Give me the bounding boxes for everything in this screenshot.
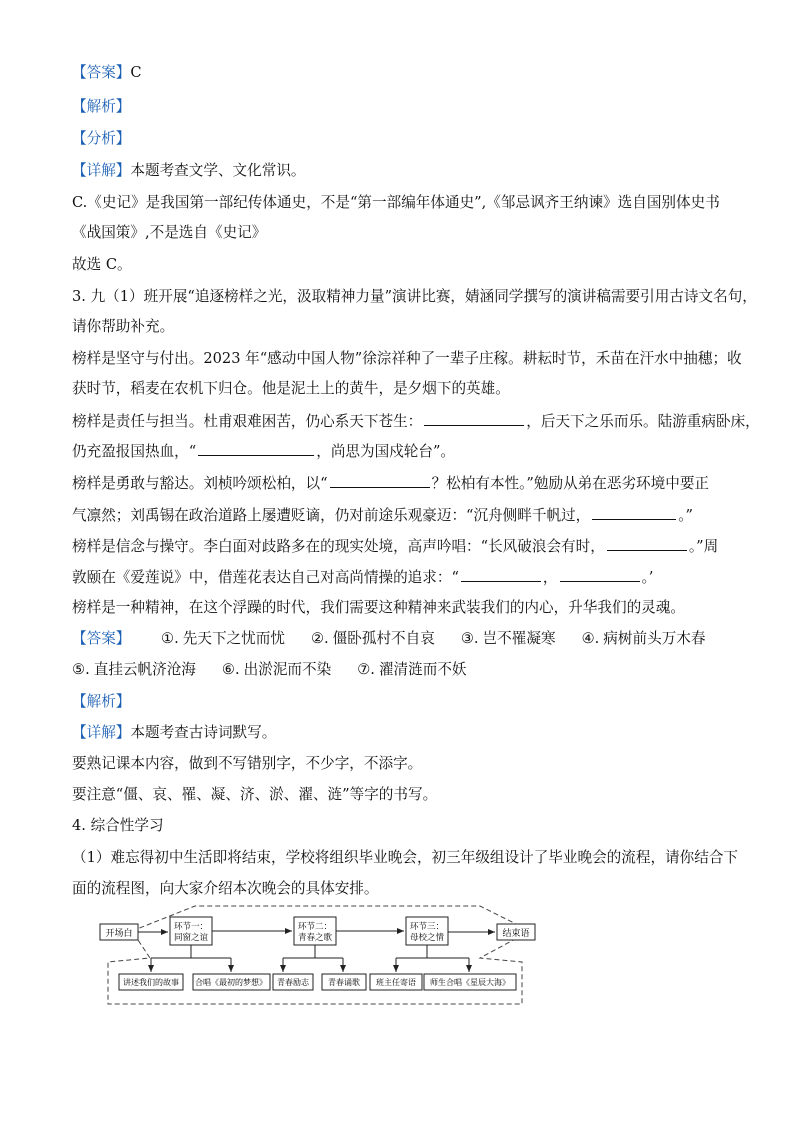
sub-label-1: 讲述我们的故事 <box>123 978 179 987</box>
p2-text-a: 榜样是责任与担当。杜甫艰难困苦，仍心系天下苍生： <box>72 413 423 430</box>
p3-text-d: 。” <box>678 507 694 524</box>
explain-line-2: 《战国策》,不是选自《史记》 <box>72 224 267 241</box>
stage-1-title: 环节一： <box>173 922 209 932</box>
p3-text-a: 榜样是勇敢与豁达。刘桢吟颂松柏，以“ <box>72 475 328 492</box>
question-3-stem-1: 3. 九（1）班开展“追逐榜样之光，汲取精神力量”演讲比赛，婧涵同学撰写的演讲稿需要引用古诗文名句， <box>72 288 757 305</box>
question-4-stem-1: （1）难忘得初中生活即将结束，学校将组织毕业晚会，初三年级组设计了毕业晚会的流程，请你结合下 <box>72 849 739 866</box>
sub-label-5: 班主任寄语 <box>376 978 416 987</box>
answer-text: 直挂云帆济沧海 <box>93 661 196 678</box>
answer-num: ⑥. <box>221 661 240 678</box>
end-label: 结束语 <box>502 929 530 939</box>
answer-tag: 【答案】 <box>72 630 131 647</box>
conclusion: 故选 C。 <box>72 256 132 273</box>
p2-text-b: ，后天下之乐而乐。陆游重病卧床， <box>526 413 760 430</box>
explain-line-1: C.《史记》是我国第一部纪传体通史，不是“第一部编年体通史”,《邹忌讽齐王纳谏》选自国别体史书 <box>72 194 720 211</box>
p4-text-a: 榜样是信念与操守。李白面对歧路多在的现实处境，高声吟唱：“长风破浪会有时， <box>72 538 605 555</box>
detail-tag: 【详解】 <box>72 162 131 179</box>
sub-label-6: 师生合唱《星辰大海》 <box>430 978 510 987</box>
answer-num: ⑤. <box>72 661 90 678</box>
paragraph-1-line-2: 获时节，稻麦在农机下归仓。他是泥土上的黄牛，是夕烟下的英雄。 <box>72 380 510 397</box>
fenxi-tag: 【分析】 <box>72 130 131 147</box>
answer-value: C <box>130 64 142 81</box>
p3-text-c: 气凛然；刘禹锡在政治道路上屡遭贬谪，仍对前途乐观豪迈：“沉舟侧畔千帆过， <box>72 507 591 524</box>
p4-text-d: ， <box>542 569 558 586</box>
p4-text-c: 敦颐在《爱莲说》中，借莲花表达自己对高尚情操的追求：“ <box>72 569 459 586</box>
p2-text-d: ，尚思为国戍轮台”。 <box>316 443 456 460</box>
sub-label-2: 合唱《最初的梦想》 <box>195 978 267 987</box>
sub-label-4: 青春诵歌 <box>328 978 360 987</box>
answer-text: 病树前头万木春 <box>603 630 706 647</box>
start-label: 开场白 <box>105 929 133 939</box>
p2-text-c: 仍充盈报国热血，“ <box>72 443 197 460</box>
sub-label-3: 青春励志 <box>277 978 309 987</box>
p4-text-b: 。”周 <box>688 538 719 555</box>
stage-3-name: 母校之情 <box>409 933 445 943</box>
question-4-title: 4. 综合性学习 <box>72 817 164 834</box>
tip-2: 要注意“僵、哀、罹、凝、济、淤、濯、涟”等字的书写。 <box>72 786 438 803</box>
paragraph-1-line-1: 榜样是坚守与付出。2023 年“感动中国人物”徐淙祥种了一辈子庄稼。耕耘时节，禾苗在汗水中抽穗；收 <box>72 350 742 367</box>
detail-tag: 【详解】 <box>72 724 131 741</box>
tip-1: 要熟记课本内容，做到不写错别字，不少字，不添字。 <box>72 755 423 772</box>
answer-text: 先天下之忧而忧 <box>182 630 285 647</box>
question-3-stem-2: 请你帮助补充。 <box>72 318 175 335</box>
answer-num: ②. <box>310 630 329 647</box>
stage-2-title: 环节二： <box>297 922 333 932</box>
detail-text: 本题考查古诗词默写。 <box>130 724 277 741</box>
paragraph-5: 榜样是一种精神，在这个浮躁的时代，我们需要这种精神来武装我们的内心，升华我们的灵魂。 <box>72 599 685 616</box>
analysis-tag: 【解析】 <box>72 98 131 115</box>
answer-num: ①. <box>161 630 179 647</box>
answer-num: ④. <box>581 630 600 647</box>
answer-num: ⑦. <box>357 661 375 678</box>
answer-text: 出淤泥而不染 <box>243 661 332 678</box>
p4-text-e: 。’ <box>641 569 654 586</box>
answer-tag: 【答案】 <box>72 64 131 81</box>
stage-1-name: 同窗之谊 <box>173 933 209 943</box>
stage-2-name: 青春之歌 <box>297 933 333 943</box>
stage-3-title: 环节三： <box>409 922 445 932</box>
detail-text: 本题考查文学、文化常识。 <box>130 162 306 179</box>
analysis-tag: 【解析】 <box>72 693 131 710</box>
answer-num: ③. <box>460 630 479 647</box>
answer-text: 濯清涟而不妖 <box>378 661 467 678</box>
answer-text: 僵卧孤村不自哀 <box>332 630 435 647</box>
p3-text-b: ？松柏有本性。”勉励从弟在恶劣环境中要正 <box>431 475 710 492</box>
question-4-stem-2: 面的流程图，向大家介绍本次晚会的具体安排。 <box>72 880 379 897</box>
answer-text: 岂不罹凝寒 <box>482 630 556 647</box>
